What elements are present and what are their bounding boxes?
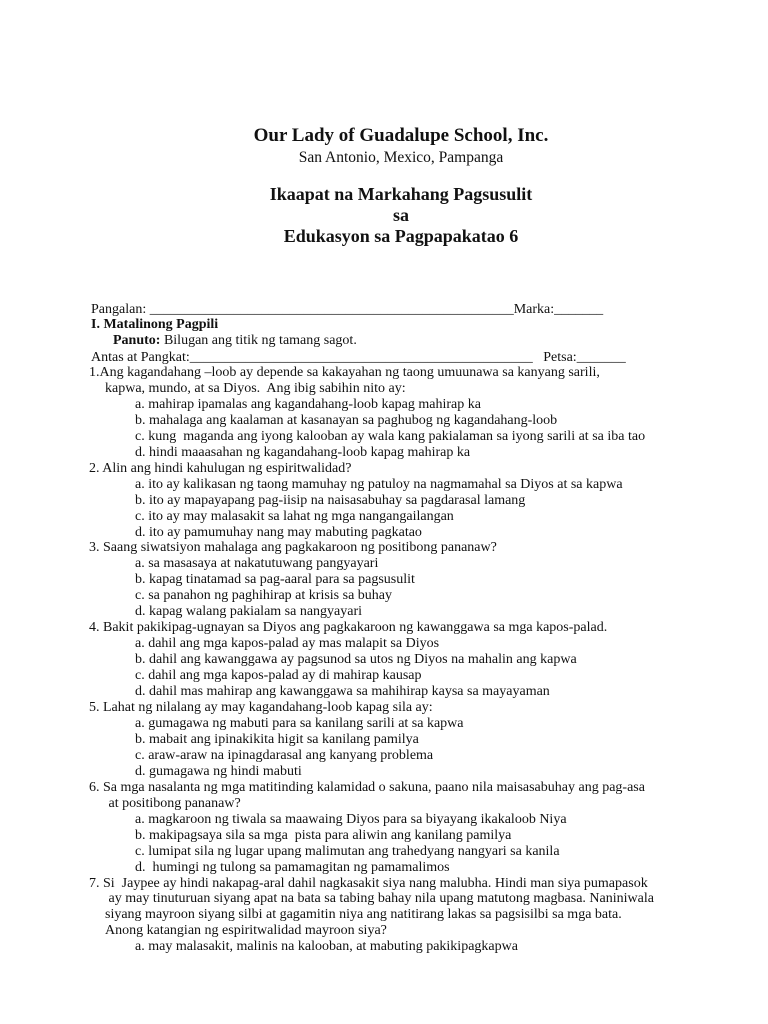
answer-choice: a. dahil ang mga kapos-palad ay mas malapit sa Diyos [135,636,440,652]
answer-choice: b. mahalaga ang kaalaman at kasanayan sa paghubog ng kagandahang-loob [135,412,558,428]
question-text-continued: kapwa, mundo, at sa Diyos. Ang ibig sabihin nito ay: [105,380,406,396]
question-item [89,876,729,956]
exam-title-line-1: Ikaapat na Markahang Pagsusulit [269,184,533,204]
answer-choice: d. dahil mas mahirap ang kawanggawa sa mahihirap kaysa sa mayayaman [135,684,550,700]
answer-choice: a. may malasakit, malinis na kalooban, at mabuting pakikipagkapwa [135,939,518,955]
answer-choice: b. dahil ang kawanggawa ay pagsunod sa utos ng Diyos na mahalin ang kapwa [135,652,577,668]
answer-choice: d. ito ay pamumuhay nang may mabuting pagkatao [135,524,422,540]
answer-choice: d. hindi maaasahan ng kagandahang-loob kapag mahirap ka [135,444,471,460]
section-date-line: Antas at Pangkat:_________________________________________________ Petsa:_______ [91,350,626,365]
school-name: Our Lady of Guadalupe School, Inc. [253,125,549,146]
school-address: San Antonio, Mexico, Pampanga [298,149,504,166]
question-text: 1.Ang kagandahang –loob ay depende sa kakayahan ng taong umuunawa sa kanyang sarili, [89,365,600,380]
answer-choice: d. humingi ng tulong sa pamamagitan ng pamamalimos [135,859,450,875]
test-section [91,317,357,349]
answer-choice: d. kapag walang pakialam sa nangyayari [135,604,363,620]
answer-choice: b. kapag tinatamad sa pag-aaral para sa pagsusulit [135,572,415,588]
answer-choice: a. gumagawa ng mabuti para sa kanilang sarili at sa kapwa [135,715,464,731]
instructions-text: Bilugan ang titik ng tamang sagot. [160,333,357,348]
answer-choice: d. gumagawa ng hindi mabuti [135,763,302,779]
question-text: 3. Saang siwatsiyon mahalaga ang pagkakaroon ng positibong pananaw? [89,540,497,556]
question-item [89,620,729,700]
question-item [89,700,729,780]
question-text: 4. Bakit pakikipag-ugnayan sa Diyos ang pagkakaroon ng kawanggawa sa mga kapos-palad. [89,620,608,636]
instructions-label: Panuto: [113,333,161,348]
question-text-continued: siyang mayroon siyang silbi at gagamitin niya ang natitirang lakas sa pagsisilbi sa mga bata. [105,907,622,923]
answer-choice: b. ito ay mapayapang pag-iisip na naisasabuhay sa pagdarasal lamang [135,492,526,508]
question-text-continued: Anong katangian ng espiritwalidad mayroon siya? [105,923,387,939]
instructions [91,333,357,349]
answer-choice: c. lumipat sila ng lugar upang malimutan ang trahedyang nangyari sa kanila [135,843,560,859]
section-title: I. Matalinong Pagpili [91,317,219,332]
name-score-line: Pangalan: ____________________________________________________Marka:_______ [91,302,604,317]
question-item [89,780,729,876]
question-item [89,461,729,541]
question-text: 5. Lahat ng nilalang ay may kagandahang-loob kapag sila ay: [89,700,433,716]
question-item [89,540,729,620]
exam-title-line-2: sa [392,205,409,225]
answer-choice: b. makipagsaya sila sa mga pista para aliwin ang kanilang pamilya [135,827,512,843]
answer-choice: a. mahirap ipamalas ang kagandahang-loob kapag mahirap ka [135,396,481,412]
question-text-continued: at positibong pananaw? [105,795,241,811]
answer-choice: a. magkaroon ng tiwala sa maawaing Diyos para sa biyayang ikakaloob Niya [135,811,567,827]
exam-title [0,184,768,247]
answer-choice: c. kung maganda ang iyong kalooban ay wala kang pakialaman sa iyong sarili at sa iba tao [135,428,646,444]
exam-title-line-3: Edukasyon sa Pagpapakatao 6 [283,226,519,246]
exam-header [0,124,768,247]
answer-choice: a. ito ay kalikasan ng taong mamuhay ng patuloy na nagmamahal sa Diyos at sa kapwa [135,476,623,492]
question-item [89,365,729,461]
answer-choice: b. mabait ang ipinakikita higit sa kanilang pamilya [135,731,419,747]
question-list [89,365,729,955]
answer-choice: c. araw-araw na ipinagdarasal ang kanyang problema [135,747,434,763]
answer-choice: a. sa masasaya at nakatutuwang pangyayari [135,556,379,572]
answer-choice: c. sa panahon ng paghihirap at krisis sa buhay [135,588,392,604]
answer-choice: c. ito ay may malasakit sa lahat ng mga nangangailangan [135,508,454,524]
question-text: 6. Sa mga nasalanta ng mga matitinding kalamidad o sakuna, paano nila maisasabuhay ang pag-asa [89,779,645,795]
question-text: 2. Alin ang hindi kahulugan ng espiritwalidad? [89,460,352,476]
question-text: 7. Si Jaypee ay hindi nakapag-aral dahil nagkasakit siya nang malubha. Hindi man siya pumapasok [89,875,648,891]
question-text-continued: ay may tinuturuan siyang apat na bata sa tabing bahay nila upang matutong magbasa. Naniniwala [105,891,654,907]
answer-choice: c. dahil ang mga kapos-palad ay di mahirap kausap [135,668,422,684]
